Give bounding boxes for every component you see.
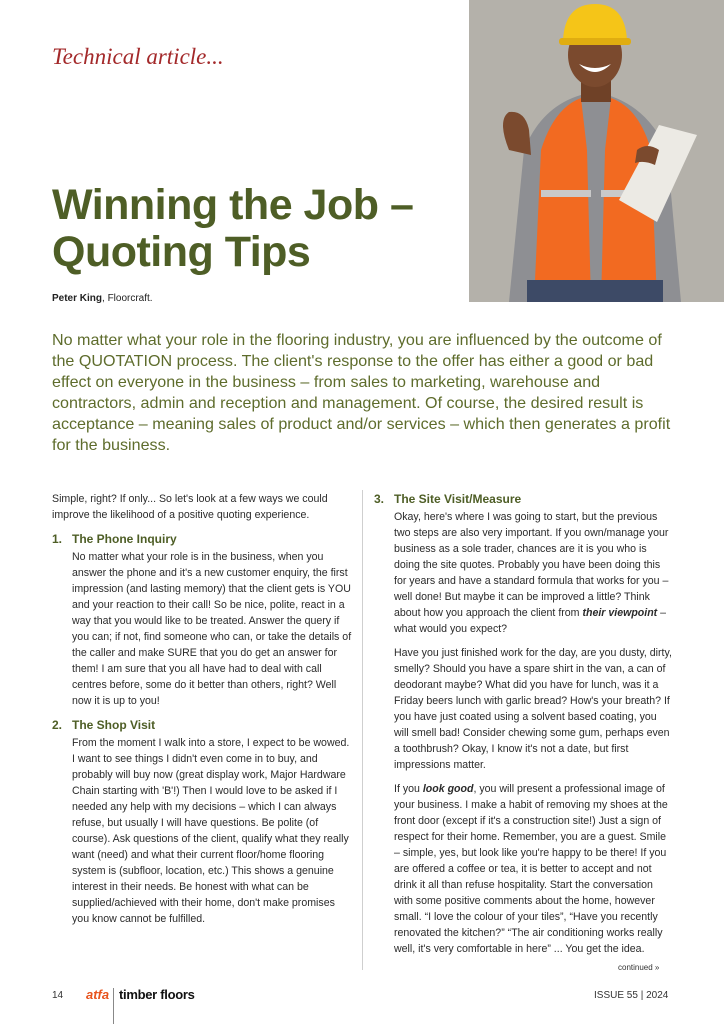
- left-column: [52, 491, 354, 935]
- section-phone-inquiry: [52, 531, 354, 709]
- section-heading: [52, 531, 354, 547]
- section-shop-visit: [52, 717, 354, 927]
- section-paragraph: If you look good, you will present a professional image of your business. I make a habit of removing my shoes at the front door (except if it's a construction site!) Just a sign of respect for their home. Remember, you are a guest. Smile – simple, yes, but look like you're happy to be there! If you are offered a coffee or tea, it is better to accept and not drink it all than refuse hospitality. Start the conversation with some positive comments about the home, however small. “I love the colour of your tiles”, “Have you recently renovated the kitchen?” “The air conditioning works really well, it's very comfortable in here” ... You get the idea.: [394, 783, 668, 955]
- intro-paragraph: No matter what your role in the flooring industry, you are influenced by the outcome of the QUOTATION process. The client's response to the offer has either a good or bad effect on everyone in the business – from sales to marketing, warehouse and contractors, admin and reception and management. Of course, the desired result is acceptance – meaning sales of product and/or services – which then generates a profit for the business.: [52, 331, 671, 454]
- footer-divider: [113, 988, 114, 1024]
- emphasis: look good: [422, 783, 474, 795]
- author-org: , Floorcraft.: [102, 293, 153, 304]
- section-paragraph: Have you just finished work for the day, are you dusty, dirty, smelly? Should you have a spare shirt in the van, a can of deodorant maybe? What did you have for lunch, was it a Friday beers lunch with garlic bread? How's your breath? If you have just coated using a solvent based coating, you will smell bad! Consider chewing some gum, perhaps even a toothbrush? Okay, I know it's not a date, but first impressions matter.: [394, 647, 672, 771]
- article-title-line-2: Quoting Tips: [52, 228, 311, 276]
- section-heading: [374, 491, 674, 507]
- article-title-line-1: Winning the Job –: [52, 181, 414, 229]
- lead-paragraph: Simple, right? If only... So let's look at a few ways we could improve the likelihood of a positive quoting experience.: [52, 493, 328, 521]
- section-kicker: Technical article...: [52, 44, 224, 69]
- continued-label: continued »: [618, 963, 660, 972]
- section-paragraph: No matter what your role is in the business, when you answer the phone and it's a new customer enquiry, the first impression (and lasting memory) that the client gets is YOU and your reaction to their call! So be nice, polite, react in a way that you would like to be treated. Answer the query if you can; if not, find someone who can, or take the details of the caller and make SURE that you do get an answer for them! I am sure that you all have had to deal with call centres before, some do it better than others, right? Well now it is up to you!: [72, 551, 352, 707]
- right-column: [374, 491, 674, 965]
- section-number: 2.: [52, 718, 63, 732]
- worker-photo: [469, 0, 724, 302]
- worker-illustration: [469, 0, 724, 302]
- atfa-logo: atfa: [86, 987, 110, 1002]
- section-title: The Shop Visit: [72, 718, 156, 732]
- section-paragraph: From the moment I walk into a store, I expect to be wowed. I want to see things I didn't even come in to buy, and probably will buy now (great display work, Major Hardware Chain starting with 'B'!) Then I would love to be asked if I needed any help with my decisions – which I can always refuse, but usually I will have questions. Be polite (of course). Ask questions of the client, qualify what they really want (need) and what their current floor/home flooring system is (subfloor, location, etc.) This shows a genuine interest in their needs. Be honest with what can be supplied/achieved with their home, don't make promises you know cannot be fulfilled.: [72, 737, 350, 925]
- section-site-visit: [374, 491, 674, 957]
- timber-floors-logo: timber floors: [119, 987, 195, 1002]
- section-number: 1.: [52, 532, 63, 546]
- author-name: Peter King: [52, 293, 103, 304]
- section-paragraph: Okay, here's where I was going to start, but the previous two steps are also very important. If you own/manage your business as a sole trader, chances are it is you who is doing the site quotes. Probably you have been doing this for years and have a standard formula that works for you – well done! But maybe it can be improved a little? Think about how you approach the client from their viewpoint – what would you expect?: [394, 511, 669, 635]
- byline: [52, 293, 153, 304]
- section-title: The Phone Inquiry: [72, 532, 177, 546]
- page-number: 14: [52, 990, 64, 1001]
- section-number: 3.: [374, 492, 385, 506]
- issue-label: ISSUE 55 | 2024: [594, 990, 669, 1001]
- article-title: [52, 182, 462, 276]
- emphasis: their viewpoint: [582, 607, 658, 619]
- column-divider: [362, 490, 363, 970]
- section-title: The Site Visit/Measure: [394, 492, 522, 506]
- section-heading: [52, 717, 354, 733]
